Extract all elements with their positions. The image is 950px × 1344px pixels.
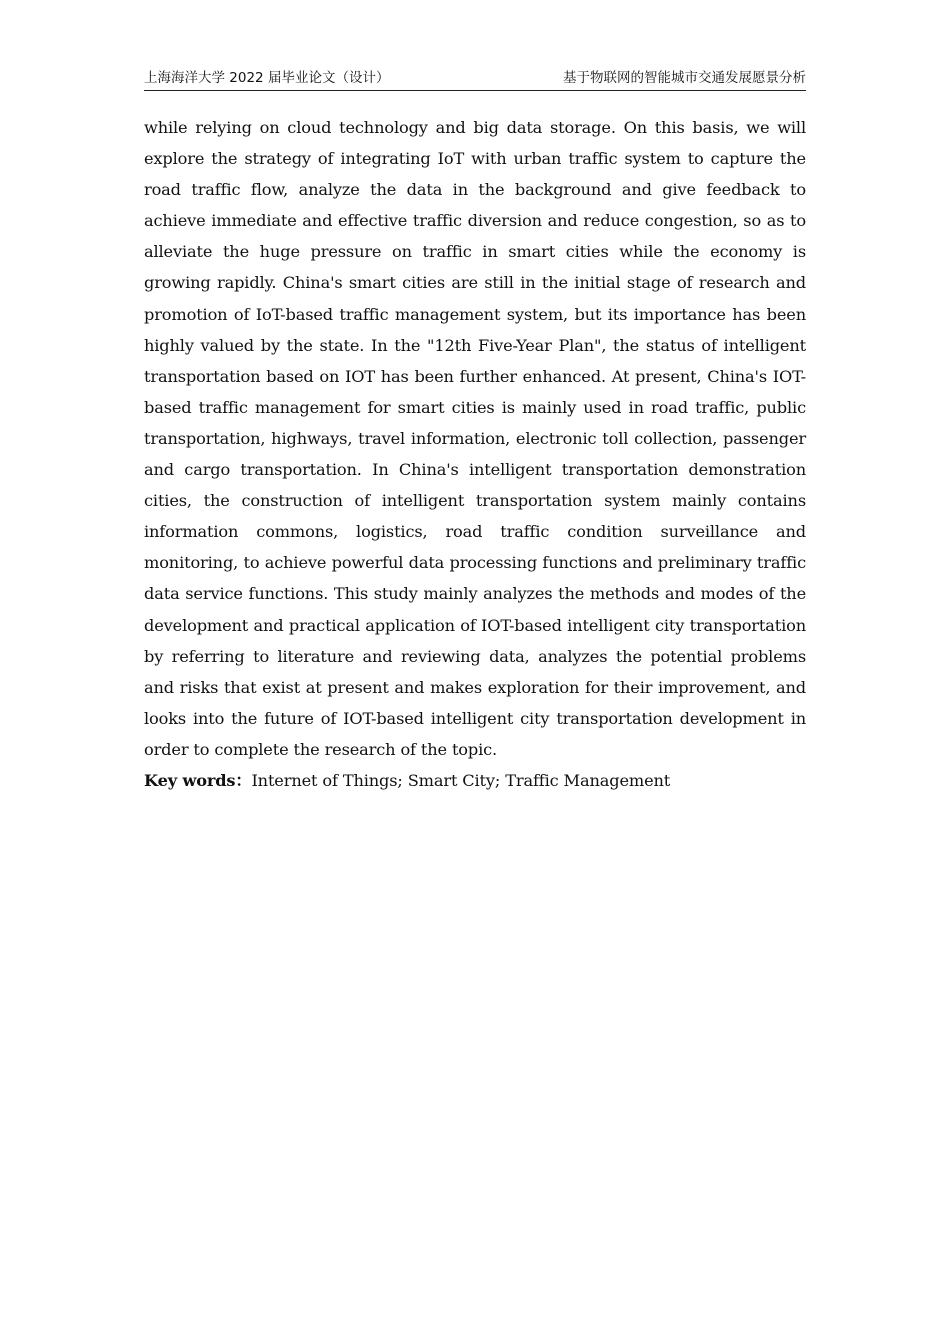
keywords-line: [144, 767, 806, 795]
keywords-label: Key words：: [144, 771, 252, 790]
header-university-title: 上海海洋大学 2022 届毕业论文（设计）: [144, 70, 390, 86]
keywords-value: Internet of Things; Smart City; Traffic Management: [251, 771, 671, 790]
abstract-body: while relying on cloud technology and big data storage. On this basis, we will explore the strategy of integrating IoT with urban traffic system to capture the road traffic flow, analyze the data in the background and give feedback to achieve immediate and effective traffic diversion and reduce congestion, so as to alleviate the huge pressure on traffic in smart cities while the economy is growing rapidly. China's smart cities are still in the initial stage of research and promotion of IoT-based traffic management system, but its importance has been highly valued by the state. In the "12th Five-Year Plan", the status of intelligent transportation based on IOT has been further enhanced. At present, China's IOT-based traffic management for smart cities is mainly used in road traffic, public transportation, highways, travel information, electronic toll collection, passenger and cargo transportation. In China's intelligent transportation demonstration cities, the construction of intelligent transportation system mainly contains information commons, logistics, road traffic condition surveillance and monitoring, to achieve powerful data processing functions and preliminary traffic data service functions. This study mainly analyzes the methods and modes of the development and practical application of IOT-based intelligent city transportation by referring to literature and reviewing data, analyzes the potential problems and risks that exist at present and makes exploration for their improvement, and looks into the future of IOT-based intelligent city transportation development in order to complete the research of the topic.: [144, 118, 806, 759]
header-thesis-title: 基于物联网的智能城市交通发展愿景分析: [563, 70, 806, 86]
page-header: [144, 70, 806, 91]
